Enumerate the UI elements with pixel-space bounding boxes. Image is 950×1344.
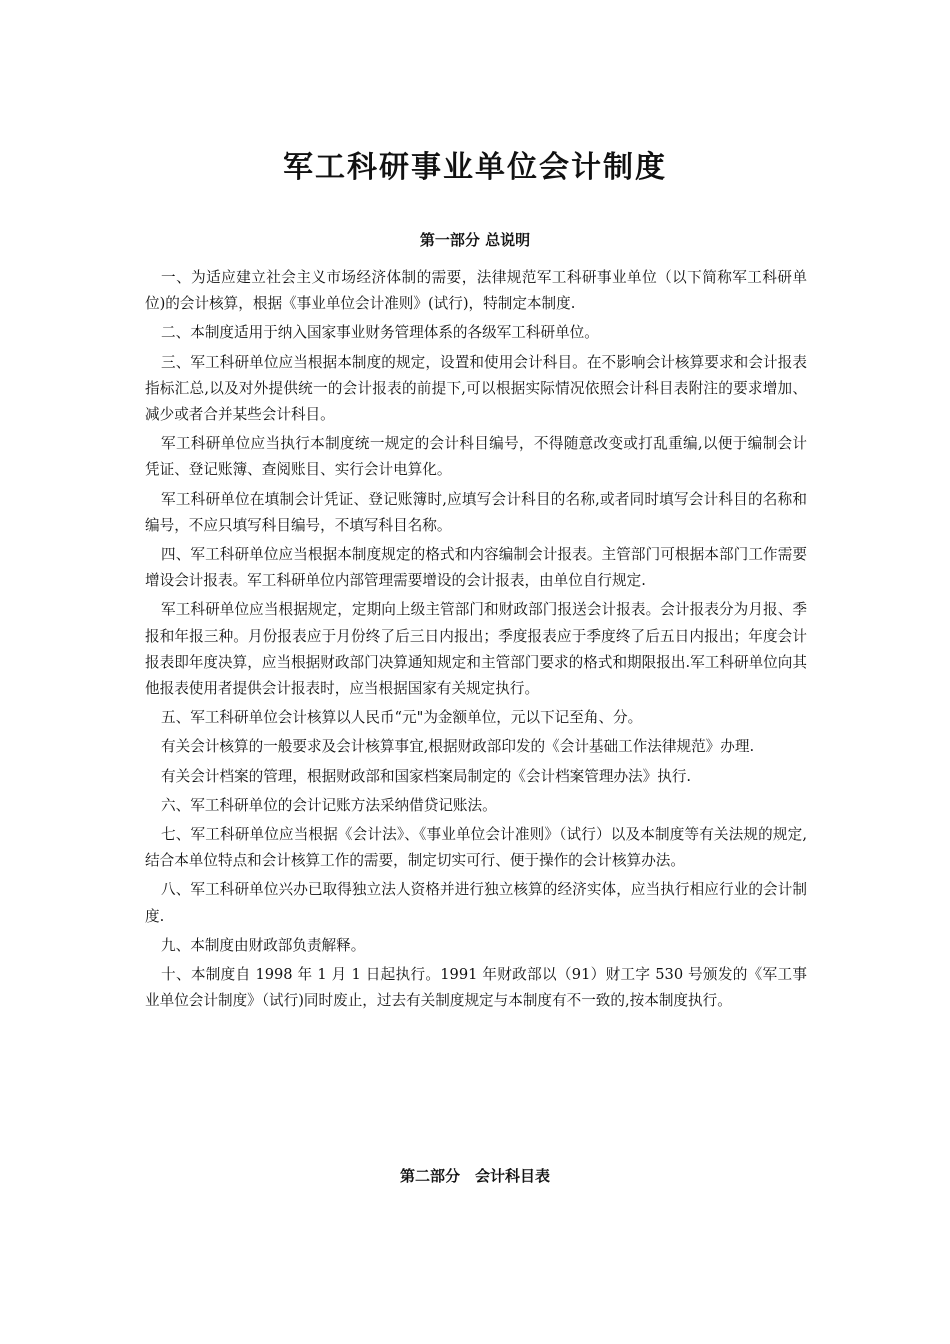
paragraph-10: 有关会计档案的管理，根据财政部和国家档案局制定的《会计档案管理办法》执行. [161, 767, 692, 785]
document-title: 军工科研事业单位会计制度 [283, 150, 667, 185]
part-one-heading: 第一部分 总说明 [419, 231, 531, 249]
paragraph-11: 六、军工科研单位的会计记账方法采纳借贷记账法。 [161, 796, 497, 814]
part-two-heading: 第二部分 会计科目表 [399, 1167, 550, 1185]
paragraph-5: 军工科研单位在填制会计凭证、登记账簿时,应填写会计科目的名称,或者同时填写会计科目的名称和编号，不应只填写科目编号，不填写科目名称。 [145, 490, 807, 534]
paragraph-12: 七、军工科研单位应当根据《会计法》、《事业单位会计准则》（试行）以及本制度等有关法规的规定,结合本单位特点和会计核算工作的需要，制定切实可行、便于操作的会计核算办法。 [145, 826, 807, 870]
paragraph-14: 九、本制度由财政部负责解释。 [161, 936, 366, 954]
paragraph-6: 四、军工科研单位应当根据本制度规定的格式和内容编制会计报表。主管部门可根据本部门工作需要增设会计报表。军工科研单位内部管理需要增设的会计报表，由单位自行规定. [145, 546, 807, 590]
paragraph-4: 军工科研单位应当执行本制度统一规定的会计科目编号，不得随意改变或打乱重编,以便于编制会计凭证、登记账簿、查阅账目、实行会计电算化。 [145, 435, 807, 479]
paragraph-7: 军工科研单位应当根据规定，定期向上级主管部门和财政部门报送会计报表。会计报表分为月报、季报和年报三种。月份报表应于月份终了后三日内报出；季度报表应于季度终了后五日内报出；年度会计报表即年度决算，应当根据财政部门决算通知规定和主管部门要求的格式和期限报出.军工科研单位向其他报表使用者提供会计报表时，应当根据国家有关规定执行。 [145, 601, 807, 698]
paragraph-13: 八、军工科研单位兴办已取得独立法人资格并进行独立核算的经济实体，应当执行相应行业的会计制度. [145, 881, 807, 925]
paragraph-2: 二、本制度适用于纳入国家事业财务管理体系的各级军工科研单位。 [161, 324, 599, 342]
paragraph-8: 五、军工科研单位会计核算以人民币“元"为金额单位，元以下记至角、分。 [161, 709, 643, 727]
paragraph-1: 一、为适应建立社会主义市场经济体制的需要，法律规范军工科研事业单位（以下简称军工科研单位)的会计核算，根据《事业单位会计准则》(试行)，特制定本制度. [145, 269, 807, 313]
paragraph-15: 十、本制度自 1998 年 1 月 1 日起执行。1991 年财政部以（91）财工字 530 号颁发的《军工事业单位会计制度》（试行)同时废止，过去有关制度规定与本制度有不一致的,按本制度执行。 [145, 966, 807, 1010]
paragraph-9: 有关会计核算的一般要求及会计核算事宜,根据财政部印发的《会计基础工作法律规范》办理. [161, 738, 755, 756]
paragraph-3: 三、军工科研单位应当根据本制度的规定，设置和使用会计科目。在不影响会计核算要求和会计报表指标汇总,以及对外提供统一的会计报表的前提下,可以根据实际情况依照会计科目表附注的要求增加、减少或者合并某些会计科目。 [145, 353, 807, 424]
general-description-body [145, 265, 807, 1017]
